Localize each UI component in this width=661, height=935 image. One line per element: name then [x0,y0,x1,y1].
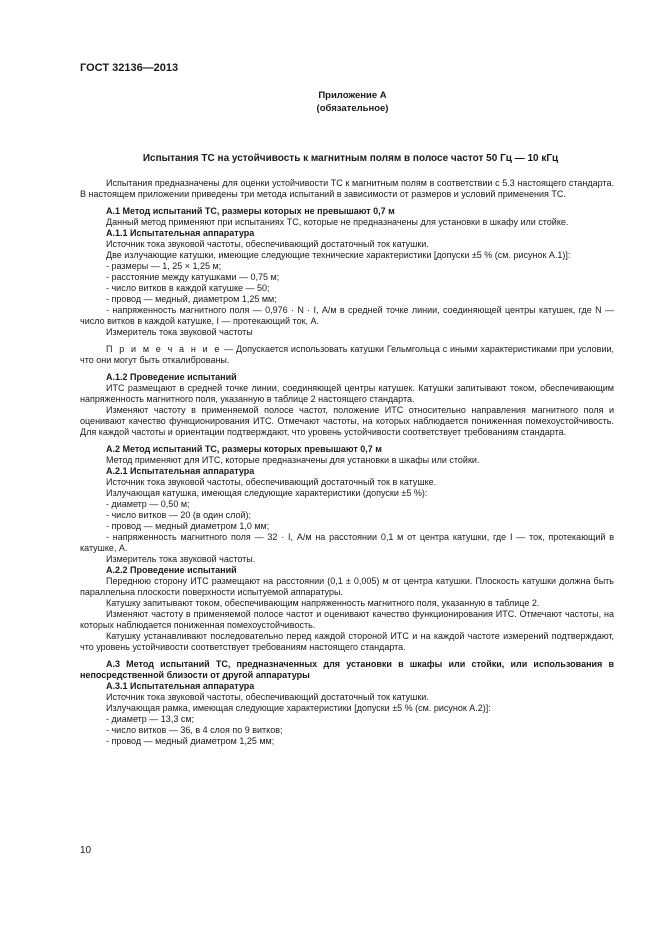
section-a2-text: Метод применяют для ИТС, которые предназначены для установки в шкафы или стойки. [106,455,480,465]
section-a3-heading: А.3 Метод испытаний ТС, предназначенных для установки в шкафы или стойки, или использования в непосредственной близости от другой аппаратуры [80,659,614,680]
document-standard-header: ГОСТ 32136—2013 [80,62,179,74]
list-item: - число витков в каждой катушке — 50; [106,283,270,293]
section-a1-1-heading: А.1.1 Испытательная аппаратура [106,228,255,238]
a1-source-text: Источник тока звуковой частоты, обеспечивающий достаточный ток катушки. [106,239,429,249]
a2-meter-text: Измеритель тока звуковой частоты. [106,554,256,564]
list-item: - провод — медный диаметром 1,25 мм; [106,736,275,746]
section-a3-1-heading: А.3.1 Испытательная аппаратура [106,681,255,691]
list-item: - диаметр — 0,50 м; [106,499,190,509]
section-a2-heading: А.2 Метод испытаний ТС, размеры которых превышают 0,7 м [106,444,382,454]
intro-paragraph: Испытания предназначены для оценки устойчивости ТС к магнитным полям в соответствии с 5.3 настоящего стандарта. В настоящем приложении приведены три метода испытаний в зависимости от размеров и условий применения ТС. [80,178,614,199]
list-item: - напряженность магнитного поля — 32 · I, А/м на расстоянии 0,1 м от центра катушки, где I — ток, протекающий в катушке, А. [80,532,614,553]
a2-2-paragraph-2: Катушку запитывают током, обеспечивающим напряженность магнитного поля, указанную в таблице 2. [106,598,540,608]
list-item: - провод — медный диаметром 1,0 мм; [106,521,270,531]
a1-meter-text: Измеритель тока звуковой частоты [106,327,253,337]
list-item: - диаметр — 13,3 см; [106,714,195,724]
list-item: - напряженность магнитного поля — 0,976 · N · I, А/м в средней точке линии, соединяющей центры катушек, где N — число витков в каждой катушке, I — протекающий ток, А. [80,305,614,326]
a1-2-paragraph-2: Изменяют частоту в применяемой полосе частот, положение ИТС относительно направления магнитного поля и оценивают качество функционирования ИТС. Отмечают частоты, на которых наблюдается пониженная помехоустойчивость. Для каждой частоты и ориентации подтверждают, что уровень устойчивости соответствует требованиям стандарта. [80,405,614,437]
note-label: П р и м е ч а н и е [106,344,222,354]
note-paragraph [80,344,614,366]
a2-2-paragraph-3: Изменяют частоту в применяемой полосе частот и оценивают качество функционирования ИТС. Отмечают частоты, на которых наблюдается пониженная помехоустойчивость. [80,609,614,630]
a3-source-text: Источник тока звуковой частоты, обеспечивающий достаточный ток катушки. [106,692,429,702]
section-a1-2-heading: А.1.2 Проведение испытаний [106,372,237,382]
a2-2-paragraph-4: Катушку устанавливают последовательно перед каждой стороной ИТС и на каждой частоте измерений подтверждают, что уровень устойчивости соответствует требованиям настоящего стандарта. [80,631,614,652]
appendix-subtitle: (обязательное) [316,103,389,114]
note-text: — Допускается использовать катушки Гельмгольца с иными характеристиками при условии, что они могут быть откалиброваны. [80,344,614,365]
section-a2-2-heading: А.2.2 Проведение испытаний [106,565,237,575]
a2-coil-intro: Излучающая катушка, имеющая следующие характеристики (допуски ±5 %): [106,488,428,498]
a3-frame-intro: Излучающая рамка, имеющая следующие характеристики [допуски ±5 % (см. рисунок А.2)]: [106,703,491,713]
a2-2-paragraph-1: Переднюю сторону ИТС размещают на расстоянии (0,1 ± 0,005) м от центра катушки. Плоскость катушки должна быть параллельна плоскости поверхности испытуемой аппаратуры. [80,576,614,597]
section-a2-1-heading: А.2.1 Испытательная аппаратура [106,466,255,476]
document-title: Испытания ТС на устойчивость к магнитным полям в полосе частот 50 Гц — 10 кГц [142,153,559,164]
a1-2-paragraph-1: ИТС размещают в средней точке линии, соединяющей центры катушек. Катушки запитывают током, обеспечивающим напряженность магнитного поля, указанную в таблице 2 настоящего стандарта. [80,383,614,404]
list-item: - расстояние между катушками — 0,75 м; [106,272,280,282]
a1-coils-intro: Две излучающие катушки, имеющие следующие технические характеристики [допуски ±5 % (см. рисунок А.1)]: [106,250,571,260]
list-item: - размеры — 1, 25 × 1,25 м; [106,261,222,271]
section-a1-text: Данный метод применяют при испытаниях ТС, которые не предназначены для установки в шкафу или стойке. [106,217,569,227]
list-item: - провод — медный, диаметром 1,25 мм; [106,294,277,304]
list-item: - число витков — 20 (в один слой); [106,510,252,520]
page-number: 10 [80,845,92,856]
a2-source-text: Источник тока звуковой частоты, обеспечивающий достаточный ток в катушке. [106,477,437,487]
section-a1-heading: А.1 Метод испытаний ТС, размеры которых не превышают 0,7 м [106,206,395,216]
document-body [80,178,614,747]
list-item: - число витков — 36, в 4 слоя по 9 витков; [106,725,283,735]
appendix-title: Приложение А [318,90,387,101]
